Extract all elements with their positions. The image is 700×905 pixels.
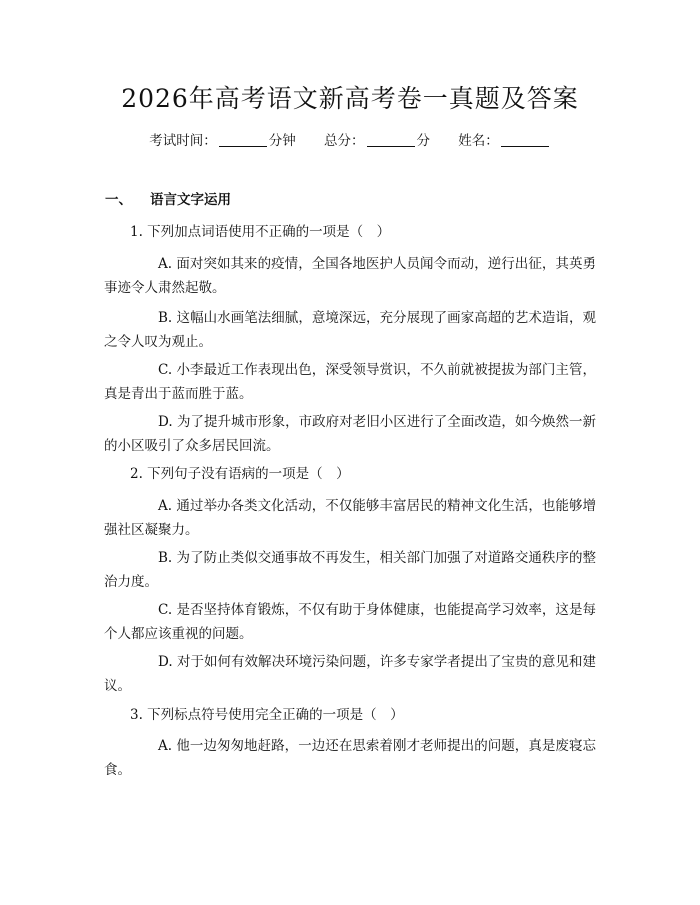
- total-score-label: 总分：: [324, 133, 365, 149]
- total-score-unit: 分: [416, 133, 430, 149]
- exam-time-field: [149, 133, 300, 149]
- question-stem: 1. 下列加点词语使用不正确的一项是（ ）: [130, 224, 391, 240]
- exam-info-line: [0, 130, 700, 152]
- exam-time-unit: 分钟: [268, 133, 296, 149]
- exam-time-blank: [219, 132, 267, 147]
- answer-option: B. 这幅山水画笔法细腻，意境深远，充分展现了画家高超的艺术造诣，观之令人叹为观止。: [104, 310, 596, 350]
- answer-option: B. 为了防止类似交通事故不再发生，相关部门加强了对道路交通秩序的整治力度。: [104, 550, 596, 590]
- answer-option: A. 他一边匆匆地赶路，一边还在思索着刚才老师提出的问题，真是废寝忘食。: [104, 738, 596, 778]
- section-number: 一、: [105, 192, 132, 208]
- total-score-blank: [367, 132, 415, 147]
- question-stem: 2. 下列句子没有语病的一项是（ ）: [130, 466, 350, 482]
- answer-option: C. 是否坚持体育锻炼，不仅有助于身体健康，也能提高学习效率，这是每个人都应该重视的问题。: [104, 602, 596, 642]
- section-title: 语言文字运用: [150, 192, 231, 208]
- student-name-field: [458, 133, 551, 149]
- page-title: 2026年高考语文新高考卷一真题及答案: [121, 84, 579, 113]
- answer-option: A. 面对突如其来的疫情，全国各地医护人员闻令而动，逆行出征，其英勇事迹令人肃然起敬。: [104, 256, 596, 296]
- student-name-blank: [501, 132, 549, 147]
- exam-time-label: 考试时间：: [149, 133, 217, 149]
- question-stem: 3. 下列标点符号使用完全正确的一项是（ ）: [130, 707, 404, 723]
- answer-option: D. 为了提升城市形象，市政府对老旧小区进行了全面改造，如今焕然一新的小区吸引了众多居民回流。: [104, 414, 596, 454]
- section-heading: [105, 190, 231, 210]
- answer-option: D. 对于如何有效解决环境污染问题，许多专家学者提出了宝贵的意见和建议。: [104, 654, 596, 694]
- total-score-field: [324, 133, 434, 149]
- student-name-label: 姓名：: [458, 133, 499, 149]
- answer-option: C. 小李最近工作表现出色，深受领导赏识，不久前就被提拔为部门主管，真是青出于蓝而胜于蓝。: [104, 362, 596, 402]
- answer-option: A. 通过举办各类文化活动，不仅能够丰富居民的精神文化生活，也能够增强社区凝聚力。: [104, 498, 596, 538]
